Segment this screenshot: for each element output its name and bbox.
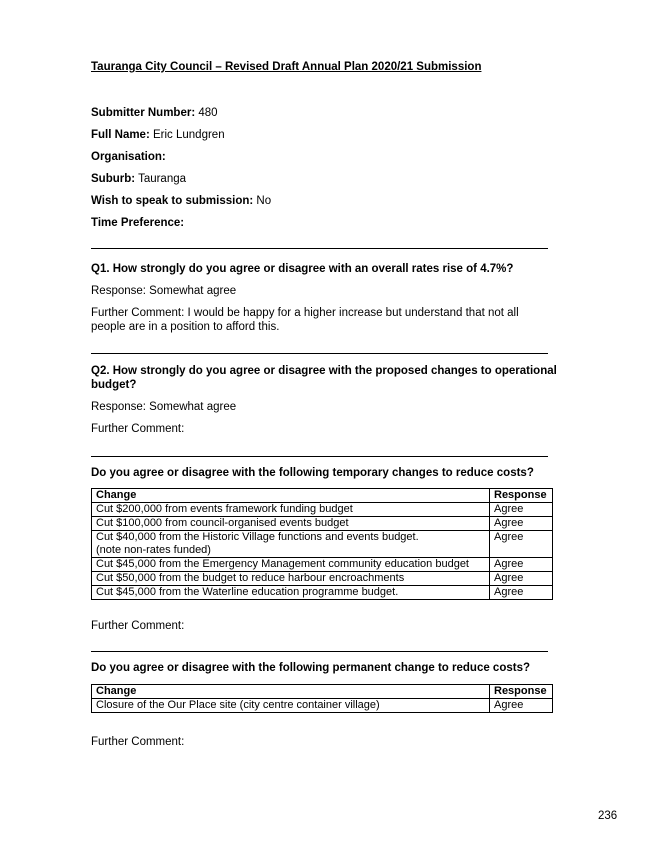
table-row: [92, 531, 553, 558]
table-row: [92, 517, 553, 531]
divider: [91, 651, 548, 652]
divider: [91, 353, 548, 354]
response-cell: Agree: [490, 572, 553, 586]
table-row: [92, 586, 553, 600]
table-header-row: [92, 489, 553, 503]
page-number: 236: [598, 810, 618, 822]
temp-comment: Further Comment:: [91, 620, 185, 632]
change-cell: Cut $45,000 from the Waterline education programme budget.: [92, 586, 490, 600]
permanent-change-table: [91, 684, 553, 713]
change-cell: [92, 531, 490, 558]
response-cell: Agree: [490, 531, 553, 558]
table-row: [92, 558, 553, 572]
q1-comment: Further Comment: I would be happy for a higher increase but understand that not all people are in a position to afford this.: [91, 307, 519, 333]
wish-to-speak: Wish to speak to submission: No: [91, 195, 272, 207]
table-row: [92, 503, 553, 517]
perm-comment: Further Comment:: [91, 736, 185, 748]
divider: [91, 456, 548, 457]
submitter-number: Submitter Number: 480: [91, 107, 218, 119]
divider: [91, 248, 548, 249]
change-text: Cut $40,000 from the Historic Village functions and events budget.: [96, 531, 419, 543]
change-note: (note non-rates funded): [96, 544, 211, 556]
perm-question: Do you agree or disagree with the following permanent change to reduce costs?: [91, 662, 530, 674]
change-cell: Cut $200,000 from events framework funding budget: [92, 503, 490, 517]
change-cell: Cut $50,000 from the budget to reduce harbour encroachments: [92, 572, 490, 586]
document-title: Tauranga City Council – Revised Draft Annual Plan 2020/21 Submission: [91, 61, 482, 73]
temp-question: Do you agree or disagree with the following temporary changes to reduce costs?: [91, 467, 534, 479]
table-row: [92, 699, 553, 713]
table-header-row: [92, 685, 553, 699]
table-row: [92, 572, 553, 586]
column-header-change: Change: [92, 685, 490, 699]
q1-response: Response: Somewhat agree: [91, 285, 237, 297]
organisation: Organisation:: [91, 151, 166, 163]
change-cell: Cut $45,000 from the Emergency Management community education budget: [92, 558, 490, 572]
change-cell: Cut $100,000 from council-organised events budget: [92, 517, 490, 531]
response-cell: Agree: [490, 699, 553, 713]
q2-response: Response: Somewhat agree: [91, 401, 237, 413]
time-preference: Time Preference:: [91, 217, 185, 229]
q2-comment: Further Comment:: [91, 423, 185, 435]
change-cell: Closure of the Our Place site (city centre container village): [92, 699, 490, 713]
suburb: Suburb: Tauranga: [91, 173, 187, 185]
column-header-response: Response: [490, 489, 553, 503]
column-header-response: Response: [490, 685, 553, 699]
temporary-changes-table: [91, 488, 553, 600]
response-cell: Agree: [490, 517, 553, 531]
response-cell: Agree: [490, 503, 553, 517]
q1-question: Q1. How strongly do you agree or disagree with an overall rates rise of 4.7%?: [91, 263, 514, 275]
response-cell: Agree: [490, 586, 553, 600]
full-name: Full Name: Eric Lundgren: [91, 129, 225, 141]
response-cell: Agree: [490, 558, 553, 572]
column-header-change: Change: [92, 489, 490, 503]
q2-question: Q2. How strongly do you agree or disagree with the proposed changes to operational budget?: [91, 365, 557, 391]
